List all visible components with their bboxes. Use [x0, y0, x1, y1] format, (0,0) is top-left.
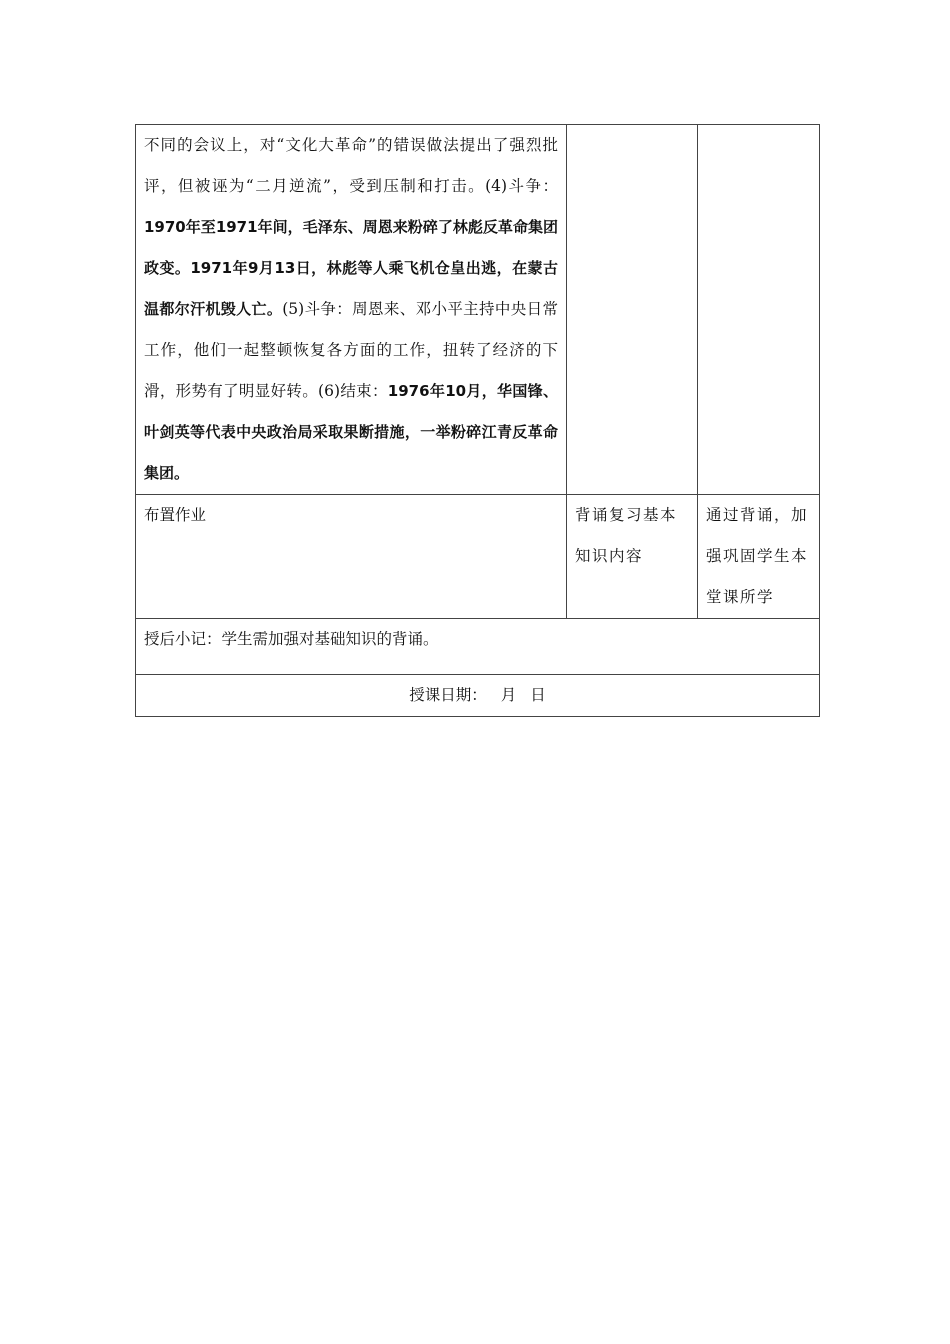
content-row — [136, 125, 820, 495]
note-row — [136, 619, 820, 675]
homework-row — [136, 495, 820, 619]
content-segment-4-bold: 1976年10月，华国锋、叶剑英等代表中央政治局采取果断措施，一举粉碎江青反革命集团。 — [144, 382, 558, 482]
content-segment-3: (5)斗争：周恩来、邓小平主持中央日常工作，他们一起整顿恢复各方面的工作，扭转了经济的下滑，形势有了明显好转。(6)结束： — [144, 300, 558, 400]
content-segment-2-bold: 1970年至1971年间，毛泽东、周恩来粉碎了林彪反革命集团政变。1971年9月13日，林彪等人乘飞机仓皇出逃，在蒙古温都尔汗机毁人亡。 — [144, 218, 558, 318]
content-purpose-cell — [698, 125, 820, 495]
lesson-plan-table — [135, 124, 820, 717]
date-day: 日 — [530, 686, 546, 704]
post-lesson-note: 授后小记：学生需加强对基础知识的背诵。 — [136, 619, 820, 675]
content-activity-cell — [567, 125, 698, 495]
lesson-content-text — [144, 125, 558, 494]
homework-activity: 背诵复习基本知识内容 — [567, 495, 698, 619]
date-row — [136, 675, 820, 717]
lesson-date-cell — [136, 675, 820, 717]
homework-label: 布置作业 — [136, 495, 567, 619]
homework-purpose: 通过背诵，加强巩固学生本堂课所学 — [698, 495, 820, 619]
content-segment-1: 不同的会议上，对“文化大革命”的错误做法提出了强烈批评，但被诬为“二月逆流”，受到压制和打击。(4)斗争： — [144, 136, 558, 195]
lesson-content-cell — [136, 125, 567, 495]
date-label: 授课日期： — [409, 686, 487, 704]
date-month: 月 — [500, 686, 517, 704]
